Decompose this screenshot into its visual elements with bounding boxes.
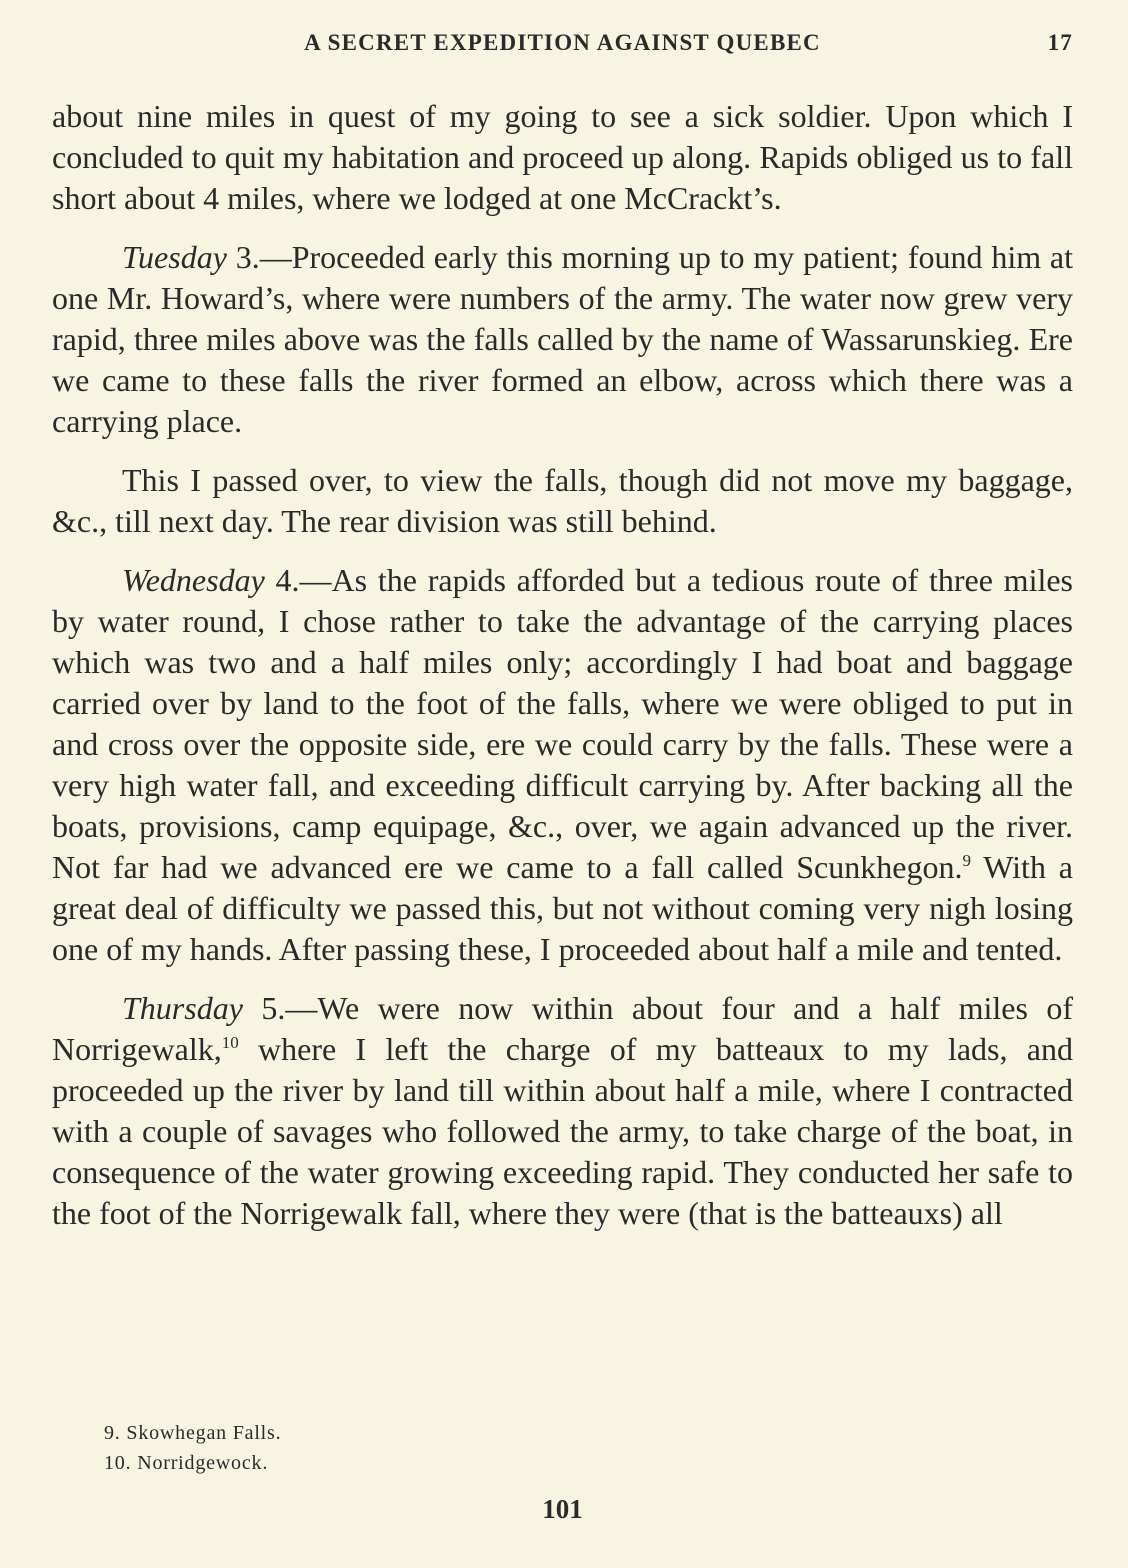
paragraph-text-continued: With a great deal of difficulty we passed this, but not without coming very nigh losing one of my hands. After passing these, I proceeded about half a mile and tented. (52, 849, 1074, 967)
paragraph-thursday (52, 988, 1073, 1234)
running-head (52, 30, 1073, 64)
folio-page-number: 101 (542, 1494, 583, 1524)
footnotes (104, 1418, 1004, 1478)
footnote-reference[interactable]: 10 (221, 1033, 239, 1052)
footnote-item: 9. Skowhegan Falls. (104, 1422, 282, 1444)
day-heading: Thursday (122, 990, 243, 1026)
paragraph-text: This I passed over, to view the falls, though did not move my baggage, &c., till next day. The rear division was still behind. (52, 462, 1073, 539)
paragraph-text-continued: where I left the charge of my batteaux to my lads, and proceeded up the river by land till within about half a mile, where I contracted with a couple of savages who followed the army, to take charge of the boat, in consequence of the water growing exceeding rapid. They conducted her safe to the foot of the Norrigewalk fall, where they were (that is the batteauxs) all (52, 1031, 1073, 1231)
running-head-page-number: 17 (1047, 30, 1073, 55)
footnote-reference[interactable]: 9 (962, 851, 971, 870)
paragraph-continuation (52, 96, 1073, 219)
day-heading: Tuesday (122, 239, 227, 275)
running-head-title: A SECRET EXPEDITION AGAINST QUEBEC (304, 30, 821, 55)
book-page (52, 0, 1073, 1568)
paragraph-text: 3.—Proceeded early this morning up to my patient; found him at one Mr. Howard’s, where were numbers of the army. The water now grew very rapid, three miles above was the falls called by the name of Wassarunskieg. Ere we came to these falls the river formed an elbow, across which there was a carrying place. (52, 239, 1073, 439)
paragraph-tuesday (52, 237, 1073, 442)
paragraph-text: about nine miles in quest of my going to see a sick soldier. Upon which I concluded to quit my habitation and proceed up along. Rapids obliged us to fall short about 4 miles, where we lodged at one McCrackt’s. (52, 98, 1073, 216)
body-text (52, 96, 1073, 1252)
paragraph-wednesday (52, 560, 1073, 970)
day-heading: Wednesday (122, 562, 265, 598)
paragraph-passed-over (52, 460, 1073, 542)
paragraph-text: 4.—As the rapids afforded but a tedious route of three miles by water round, I chose rather to take the advantage of the carrying places which was two and a half miles only; accordingly I had boat and baggage carried over by land to the foot of the falls, where we were obliged to put in and cross over the opposite side, ere we could carry by the falls. These were a very high water fall, and exceeding difficult carrying by. After backing all the boats, provisions, camp equipage, &c., over, we again advanced up the river. Not far had we advanced ere we came to a fall called Scunkhegon. (52, 562, 1073, 885)
footnote-item: 10. Norridgewock. (104, 1452, 269, 1474)
paragraph-text: 5.—We were now within about four and a half miles of Norrigewalk, (52, 990, 1073, 1067)
